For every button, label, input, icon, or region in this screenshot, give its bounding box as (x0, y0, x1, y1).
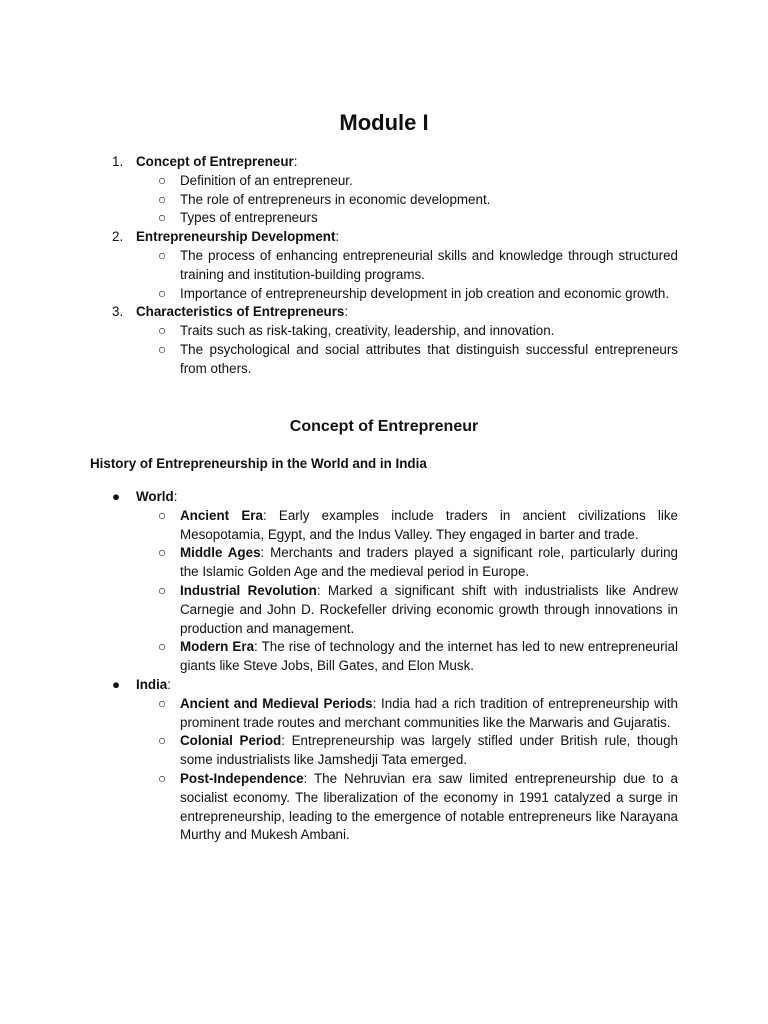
hollow-circle-icon: ○ (158, 639, 167, 655)
outline-number: 3. (112, 304, 124, 320)
hollow-circle-icon: ○ (158, 191, 167, 207)
hollow-circle-icon: ○ (158, 285, 167, 301)
subitem-term: Ancient and Medieval Periods (180, 695, 373, 711)
hollow-circle-icon: ○ (158, 545, 167, 561)
subitem-text: Types of entrepreneurs (180, 210, 318, 226)
bullet-icon: ● (112, 676, 121, 692)
subitem-text: : Marked a significant shift with industrialists like Andrew Carnegie and John D. Rockefeller driving economic growth through innovations in production and management. (180, 582, 678, 636)
outline-heading: Characteristics of Entrepreneurs (136, 304, 345, 320)
subitem-text: Traits such as risk-taking, creativity, leadership, and innovation. (180, 323, 555, 339)
outline-subitem (90, 285, 678, 304)
history-region-india (90, 676, 678, 845)
hollow-circle-icon: ○ (158, 210, 167, 226)
hollow-circle-icon: ○ (158, 323, 167, 339)
hollow-circle-icon: ○ (158, 733, 167, 749)
outline-item (90, 228, 678, 303)
outline-heading: Entrepreneurship Development (136, 229, 336, 245)
hollow-circle-icon: ○ (158, 770, 167, 786)
bullet-icon: ● (112, 489, 121, 504)
outline-subitems (136, 247, 678, 303)
outline-subitem (90, 172, 678, 191)
outline-suffix: : (335, 229, 340, 245)
subitem-text: Importance of entrepreneurship development in job creation and economic growth. (180, 285, 670, 301)
outline-subitem (90, 209, 678, 228)
subitem-term: Middle Ages (180, 545, 261, 561)
history-list (90, 488, 678, 845)
outline-subitems (136, 172, 678, 228)
subitem-text: : The Nehruvian era saw limited entrepreneurship due to a socialist economy. The liberalization of the economy in 1991 catalyzed a surge in entrepreneurship, leading to the emergence of notable entrepreneurs like Narayana Murthy and Mukesh Ambani. (180, 770, 678, 843)
subitem-text: : The rise of technology and the internet has led to new entrepreneurial giants like Steve Jobs, Bill Gates, and Elon Musk. (180, 639, 678, 674)
region-subitems (136, 695, 678, 845)
subitem-term: Modern Era (180, 639, 255, 655)
hollow-circle-icon: ○ (158, 247, 167, 263)
subitem-text: : India had a rich tradition of entrepreneurship with prominent trade routes and merchant communities like the Marwaris and Gujaratis. (180, 695, 678, 730)
outline-heading: Concept of Entrepreneur (136, 154, 294, 169)
subitem-text: Definition of an entrepreneur. (180, 172, 353, 188)
hollow-circle-icon: ○ (158, 582, 167, 598)
history-heading: History of Entrepreneurship in the World and in India (90, 456, 427, 471)
history-subitem (90, 732, 678, 770)
outline-number: 1. (112, 154, 124, 169)
subitem-text: The process of enhancing entrepreneurial skills and knowledge through structured training and institution-building programs. (180, 247, 678, 282)
history-subitem (90, 507, 678, 545)
outline-suffix: : (293, 154, 298, 169)
outline-subitem (90, 341, 678, 379)
hollow-circle-icon: ○ (158, 341, 167, 357)
subitem-term: Colonial Period (180, 733, 282, 749)
module-outline (90, 153, 678, 379)
subitem-text: The role of entrepreneurs in economic development. (180, 191, 491, 207)
subitem-text: : Early examples include traders in ancient civilizations like Mesopotamia, Egypt, and the Indus Valley. They engaged in barter and trade. (180, 507, 678, 542)
outline-subitem (90, 322, 678, 341)
subitem-term: Ancient Era (180, 507, 263, 523)
history-subitem (90, 582, 678, 638)
history-subitem (90, 695, 678, 733)
outline-subitems (136, 322, 678, 378)
outline-item (90, 303, 678, 378)
section-title: Concept of Entrepreneur (289, 418, 479, 435)
history-subitem (90, 770, 678, 845)
hollow-circle-icon: ○ (158, 507, 167, 523)
outline-number: 2. (112, 229, 124, 245)
history-region-world (90, 488, 678, 676)
subitem-term: Industrial Revolution (180, 582, 317, 598)
region-subitems (136, 507, 678, 676)
outline-subitem (90, 191, 678, 210)
outline-suffix: : (344, 304, 349, 320)
subitem-term: Post-Independence (180, 770, 304, 786)
region-heading: World (136, 489, 174, 504)
outline-subitem (90, 247, 678, 285)
subitem-text: : Merchants and traders played a significant role, particularly during the Islamic Golden Age and the medieval period in Europe. (180, 545, 678, 580)
hollow-circle-icon: ○ (158, 172, 167, 188)
outline-item (90, 153, 678, 228)
history-subitem (90, 638, 678, 676)
history-subitem (90, 544, 678, 582)
subitem-text: : Entrepreneurship was largely stifled under British rule, though some industrialists like Jamshedji Tata emerged. (180, 733, 678, 768)
region-heading: India (136, 676, 168, 692)
region-suffix: : (173, 489, 178, 504)
subitem-text: The psychological and social attributes that distinguish successful entrepreneurs from others. (180, 341, 678, 376)
region-suffix: : (167, 676, 171, 692)
hollow-circle-icon: ○ (158, 695, 167, 711)
module-title: Module I (339, 110, 429, 135)
